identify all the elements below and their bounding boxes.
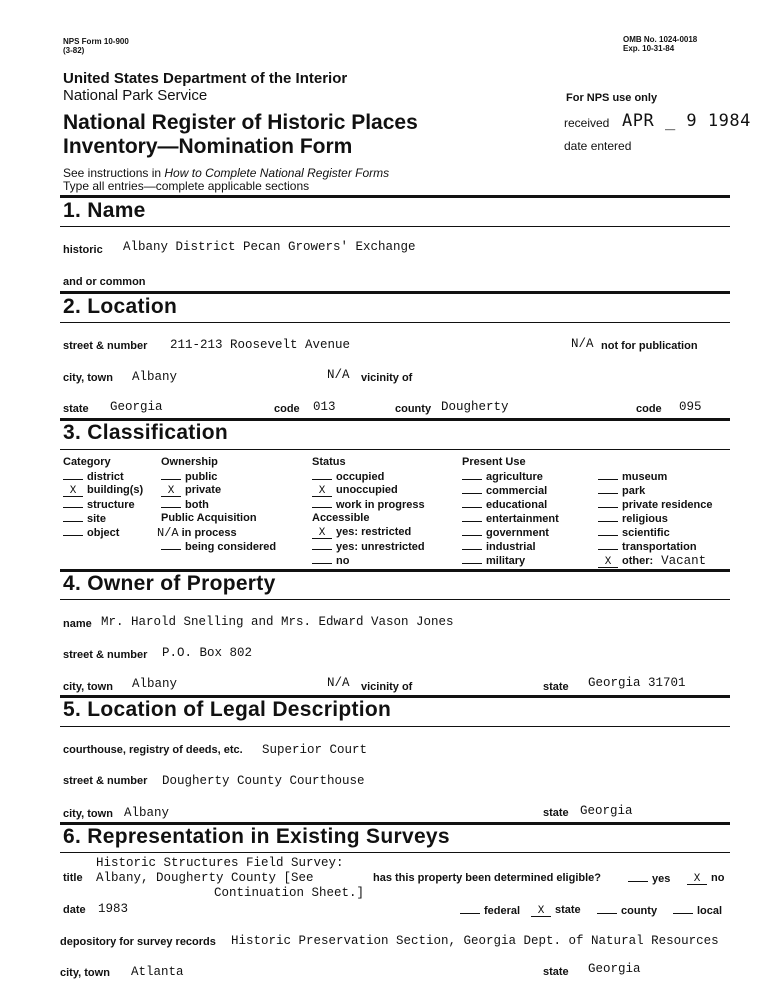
service-name: National Park Service	[63, 87, 208, 104]
level-state: X state	[531, 904, 581, 917]
owner-name-label: name	[63, 618, 92, 630]
level-county: county	[597, 904, 657, 917]
historic-label: historic	[63, 244, 103, 256]
status-work-in-progress: work in progress	[312, 498, 425, 511]
vicinity-label: vicinity of	[361, 372, 413, 384]
level-local: local	[673, 904, 722, 917]
survey-title-line1: Historic Structures Field Survey:	[96, 856, 344, 870]
accessible-restricted: X yes: restricted	[312, 526, 411, 539]
ownership-both: both	[161, 498, 209, 511]
legal-street-value: Dougherty County Courthouse	[162, 774, 365, 788]
status-heading: Status	[312, 456, 346, 468]
omb-number: OMB No. 1024-0018	[623, 35, 698, 44]
not-for-publication-mark: N/A	[571, 337, 594, 351]
expiration-date: Exp. 10-31-84	[623, 44, 675, 53]
use-industrial: industrial	[462, 540, 536, 553]
section-1-subrule	[60, 226, 730, 227]
eligible-question: has this property been determined eligible?	[373, 872, 601, 884]
received-date-stamp: APR _ 9 1984	[622, 111, 751, 131]
owner-vicinity-mark: N/A	[327, 676, 350, 690]
present-use-heading: Present Use	[462, 456, 526, 468]
owner-name-value: Mr. Harold Snelling and Mrs. Edward Vason Jones	[101, 615, 454, 629]
section-2-subrule	[60, 322, 730, 323]
city-town-value: Albany	[132, 370, 178, 384]
use-museum: museum	[598, 470, 667, 483]
section-1-heading: 1. Name	[63, 199, 146, 222]
owner-city-value: Albany	[132, 677, 178, 691]
status-unoccupied: X unoccupied	[312, 484, 398, 497]
section-5-subrule	[60, 726, 730, 727]
instructions-guide-title: How to Complete National Register Forms	[164, 166, 390, 180]
use-other: X other: Vacant	[598, 554, 706, 568]
use-agriculture: agriculture	[462, 470, 543, 483]
ownership-public: public	[161, 470, 217, 483]
legal-state-value: Georgia	[580, 804, 633, 818]
acquisition-in-process: N/A in process	[157, 526, 237, 540]
depository-label: depository for survey records	[60, 936, 216, 948]
use-commercial: commercial	[462, 484, 547, 497]
section-2-heading: 2. Location	[63, 295, 178, 318]
section-1-rule	[60, 195, 730, 198]
accessible-no: no	[312, 554, 349, 567]
survey-city-value: Atlanta	[131, 965, 184, 979]
ownership-heading: Ownership	[161, 456, 218, 468]
form-id: NPS Form 10-900	[63, 37, 129, 46]
use-educational: educational	[462, 498, 547, 511]
owner-state-value: Georgia 31701	[588, 676, 686, 690]
status-occupied: occupied	[312, 470, 384, 483]
survey-date-label: date	[63, 904, 86, 916]
use-government: government	[462, 526, 549, 539]
instructions-line1: See instructions in How to Complete National Register Forms	[63, 166, 390, 180]
category-district: district	[63, 470, 124, 483]
not-for-publication-label: not for publication	[601, 340, 698, 352]
department-name: United States Department of the Interior	[63, 70, 348, 87]
survey-title-label: title	[63, 872, 83, 884]
survey-title-line3: Continuation Sheet.]	[214, 886, 365, 900]
section-4-heading: 4. Owner of Property	[63, 572, 276, 595]
eligible-no: X no	[687, 872, 724, 885]
level-federal: federal	[460, 904, 520, 917]
use-religious: religious	[598, 512, 668, 525]
courthouse-label: courthouse, registry of deeds, etc.	[63, 744, 243, 756]
date-entered-label: date entered	[564, 139, 632, 153]
state-code-label: code	[274, 403, 300, 415]
legal-state-label: state	[543, 807, 569, 819]
category-heading: Category	[63, 456, 111, 468]
city-town-label: city, town	[63, 372, 113, 384]
section-5-heading: 5. Location of Legal Description	[63, 698, 392, 721]
county-code-label: code	[636, 403, 662, 415]
use-transportation: transportation	[598, 540, 697, 553]
owner-street-label: street & number	[63, 649, 148, 661]
street-number-label: street & number	[63, 340, 148, 352]
use-park: park	[598, 484, 645, 497]
survey-title-line2: Albany, Dougherty County [See	[96, 871, 314, 885]
use-other-value: Vacant	[661, 554, 707, 568]
category-site: site	[63, 512, 106, 525]
section-2-rule	[60, 291, 730, 294]
use-entertainment: entertainment	[462, 512, 559, 525]
accessible-heading: Accessible	[312, 512, 370, 524]
category-structure: structure	[63, 498, 135, 511]
form-revision: (3-82)	[63, 46, 85, 55]
category-buildings: X building(s)	[63, 484, 143, 497]
survey-date-value: 1983	[98, 902, 129, 916]
state-value: Georgia	[110, 400, 163, 414]
county-value: Dougherty	[441, 400, 509, 414]
common-name-label: and or common	[63, 276, 146, 288]
state-label: state	[63, 403, 89, 415]
use-scientific: scientific	[598, 526, 670, 539]
owner-street-value: P.O. Box 802	[162, 646, 253, 660]
county-code-value: 095	[679, 400, 702, 414]
ownership-private: X private	[161, 484, 221, 497]
public-acquisition-heading: Public Acquisition	[161, 512, 257, 524]
courthouse-value: Superior Court	[262, 743, 368, 757]
vicinity-mark: N/A	[327, 368, 350, 382]
section-3-subrule	[60, 449, 730, 450]
depository-value: Historic Preservation Section, Georgia Dept. of Natural Resources	[231, 934, 719, 948]
section-6-subrule	[60, 852, 730, 853]
section-6-heading: 6. Representation in Existing Surveys	[63, 825, 450, 848]
form-title-line2: Inventory—Nomination Form	[63, 135, 353, 158]
survey-state-label: state	[543, 966, 569, 978]
owner-city-label: city, town	[63, 681, 113, 693]
category-object: object	[63, 526, 119, 539]
use-military: military	[462, 554, 525, 567]
received-label: received	[564, 116, 610, 130]
survey-state-value: Georgia	[588, 962, 641, 976]
survey-city-label: city, town	[60, 967, 110, 979]
section-3-heading: 3. Classification	[63, 421, 228, 444]
historic-name-value: Albany District Pecan Growers' Exchange	[123, 240, 416, 254]
legal-city-label: city, town	[63, 808, 113, 820]
use-private-residence: private residence	[598, 498, 713, 511]
owner-vicinity-label: vicinity of	[361, 681, 413, 693]
accessible-unrestricted: yes: unrestricted	[312, 540, 425, 553]
form-title-line1: National Register of Historic Places	[63, 111, 418, 134]
instructions-line2: Type all entries—complete applicable sections	[63, 179, 310, 193]
nps-use-only-label: For NPS use only	[566, 92, 658, 104]
legal-street-label: street & number	[63, 775, 148, 787]
eligible-yes: yes	[628, 872, 670, 885]
owner-state-label: state	[543, 681, 569, 693]
legal-city-value: Albany	[124, 806, 170, 820]
section-4-subrule	[60, 599, 730, 600]
street-number-value: 211-213 Roosevelt Avenue	[170, 338, 351, 352]
state-code-value: 013	[313, 400, 336, 414]
acquisition-being-considered: being considered	[161, 540, 276, 553]
county-label: county	[395, 403, 432, 415]
